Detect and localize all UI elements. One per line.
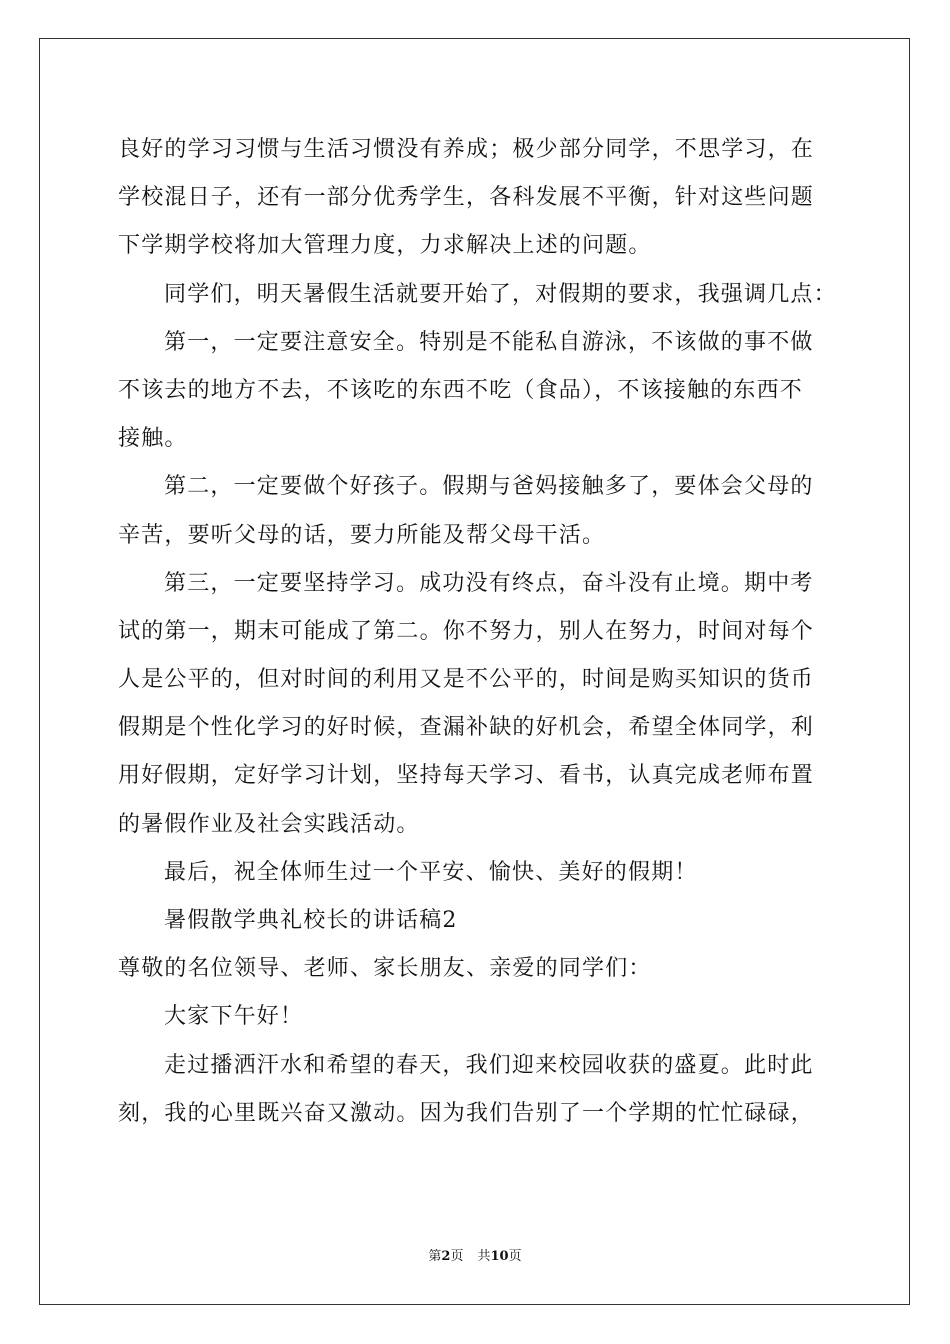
text-line: 良好的学习习惯与生活习惯没有养成；极少部分同学，不思学习，在 xyxy=(118,137,815,162)
section-heading: 暑假散学典礼校长的讲话稿2 xyxy=(164,908,458,933)
document-body xyxy=(118,126,838,1138)
total-suffix: 页 xyxy=(508,1249,522,1264)
salutation: 尊敬的名位领导、老师、家长朋友、亲爱的同学们： xyxy=(118,956,652,982)
text-line: 走过播洒汗水和希望的春天，我们迎来校园收获的盛夏。此时此 xyxy=(164,1052,814,1078)
total-prefix: 共 xyxy=(477,1249,491,1264)
text-line: 的暑假作业及社会实践活动。 xyxy=(118,811,420,837)
text-line: 刻，我的心里既兴奋又激动。因为我们告别了一个学期的忙忙碌碌， xyxy=(118,1100,815,1126)
page-footer xyxy=(0,1248,950,1266)
text-line: 用好假期，定好学习计划，坚持每天学习、看书，认真完成老师布置 xyxy=(118,763,815,789)
greeting: 大家下午好！ xyxy=(164,1004,304,1030)
page-number: 2 xyxy=(441,1249,451,1264)
total-pages: 10 xyxy=(490,1249,509,1264)
text-line: 同学们，明天暑假生活就要开始了，对假期的要求，我强调几点： xyxy=(164,281,837,307)
text-line: 第三，一定要坚持学习。成功没有终点，奋斗没有止境。期中考 xyxy=(164,570,814,596)
text-line: 人是公平的，但对时间的利用又是不公平的，时间是购买知识的货币 xyxy=(118,667,815,693)
text-line: 接触。 xyxy=(118,426,188,452)
text-line: 假期是个性化学习的好时候，查漏补缺的好机会，希望全体同学，利 xyxy=(118,715,815,741)
text-line: 不该去的地方不去，不该吃的东西不吃（食品），不该接触的东西不 xyxy=(118,377,804,403)
text-line: 辛苦，要听父母的话，要力所能及帮父母干活。 xyxy=(118,522,606,548)
text-line: 学校混日子，还有一部分优秀学生，各科发展不平衡，针对这些问题 xyxy=(118,185,815,211)
text-line: 最后，祝全体师生过一个平安、愉快、美好的假期！ xyxy=(164,859,698,885)
text-line: 第一，一定要注意安全。特别是不能私自游泳，不该做的事不做 xyxy=(164,329,814,355)
page-prefix: 第 xyxy=(428,1249,442,1264)
page-suffix: 页 xyxy=(450,1249,464,1264)
text-line: 试的第一，期末可能成了第二。你不努力，别人在努力，时间对每个 xyxy=(118,618,815,644)
text-line: 第二，一定要做个好孩子。假期与爸妈接触多了，要体会父母的 xyxy=(164,474,814,500)
text-line: 下学期学校将加大管理力度，力求解决上述的问题。 xyxy=(118,233,652,259)
